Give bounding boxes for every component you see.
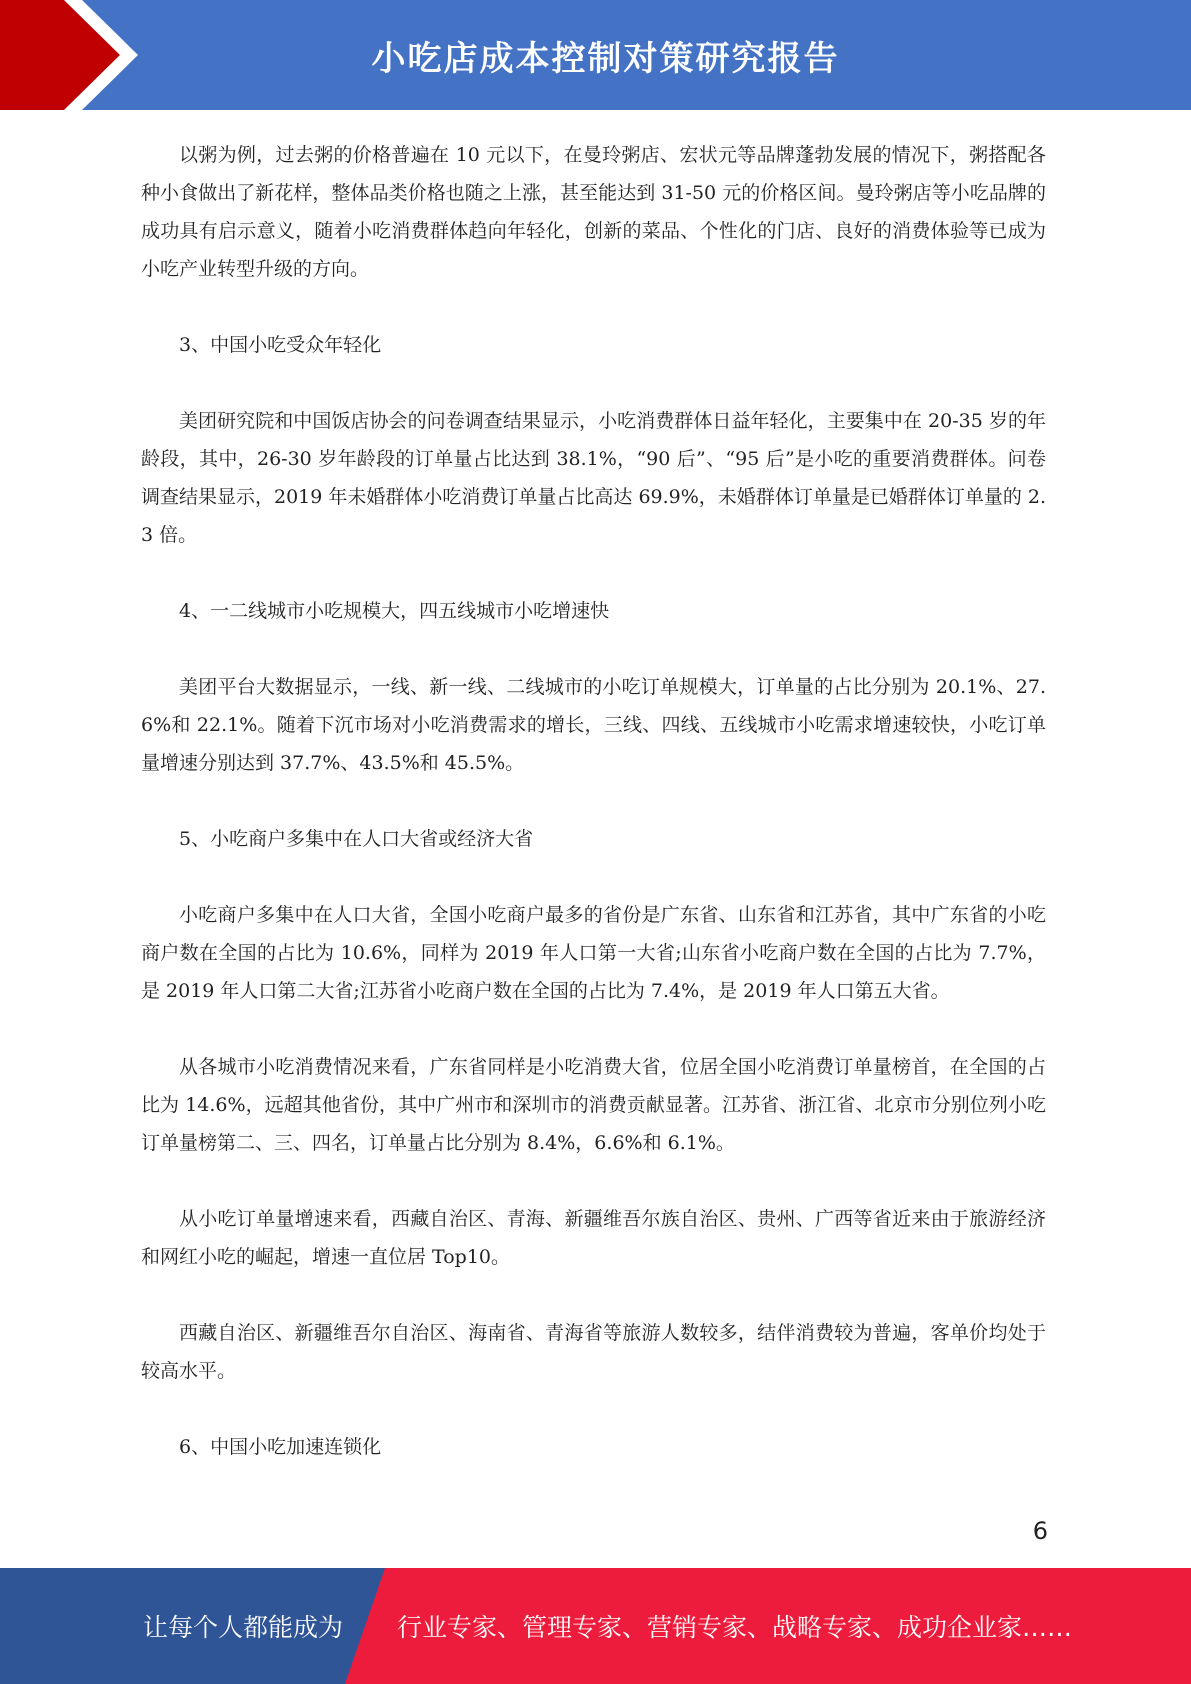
section-heading-3: 3、中国小吃受众年轻化 — [179, 334, 382, 356]
paragraph-city-consumption: 从各城市小吃消费情况来看，广东省同样是小吃消费大省，位居全国小吃消费订单量榜首，在全国的占比为 14.6%，远超其他省份，其中广州市和深圳市的消费贡献显著。江苏省、浙江省、北京市分别位列小吃订单量榜第二、三、四名，订单量占比分别为 8.4%，6.6%和 6.1%。 — [141, 1056, 1046, 1154]
page-footer — [0, 1568, 1191, 1684]
paragraph-porridge-example: 以粥为例，过去粥的价格普遍在 10 元以下，在曼玲粥店、宏状元等品牌蓬勃发展的情况下，粥搭配各种小食做出了新花样，整体品类价格也随之上涨，甚至能达到 31-50 元的价格区间。曼玲粥店等小吃品牌的成功具有启示意义，随着小吃消费群体趋向年轻化，创新的菜品、个性化的门店、良好的消费体验等已成为小吃产业转型升级的方向。 — [141, 144, 1046, 280]
paragraph-merchant-provinces: 小吃商户多集中在人口大省，全国小吃商户最多的省份是广东省、山东省和江苏省，其中广东省的小吃商户数在全国的占比为 10.6%，同样为 2019 年人口第一大省;山东省小吃商户数在全国的占比为 7.7%，是 2019 年人口第二大省;江苏省小吃商户数在全国的占比为 7.4%，是 2019 年人口第五大省。 — [141, 904, 1046, 1002]
paragraph-tourism-regions: 西藏自治区、新疆维吾尔自治区、海南省、青海省等旅游人数较多，结伴消费较为普遍，客单价均处于较高水平。 — [141, 1322, 1046, 1382]
page-header — [0, 0, 1191, 110]
section-heading-5: 5、小吃商户多集中在人口大省或经济大省 — [179, 828, 534, 850]
report-body — [141, 136, 1046, 1466]
paragraph-order-growth: 从小吃订单量增速来看，西藏自治区、青海、新疆维吾尔族自治区、贵州、广西等省近来由于旅游经济和网红小吃的崛起，增速一直位居 Top10。 — [141, 1208, 1046, 1268]
footer-slogan-right: 行业专家、管理专家、营销专家、战略专家、成功企业家…… — [397, 1613, 1073, 1642]
page-number: 6 — [1032, 1517, 1048, 1545]
header-arrow-decoration — [0, 0, 160, 110]
footer-slogan-left: 让每个人都能成为 — [143, 1613, 344, 1642]
document-title: 小吃店成本控制对策研究报告 — [371, 38, 840, 79]
paragraph-young-consumers: 美团研究院和中国饭店协会的问卷调查结果显示，小吃消费群体日益年轻化，主要集中在 20-35 岁的年龄段，其中，26-30 岁年龄段的订单量占比达到 38.1%，“90 后”、“95 后”是小吃的重要消费群体。问卷调查结果显示，2019 年未婚群体小吃消费订单量占比高达 69.9%，未婚群体订单量是已婚群体订单量的 2.3 倍。 — [141, 410, 1046, 546]
section-heading-6: 6、中国小吃加速连锁化 — [179, 1436, 382, 1458]
paragraph-city-tiers: 美团平台大数据显示，一线、新一线、二线城市的小吃订单规模大，订单量的占比分别为 20.1%、27.6%和 22.1%。随着下沉市场对小吃消费需求的增长，三线、四线、五线城市小吃需求增速较快，小吃订单量增速分别达到 37.7%、43.5%和 45.5%。 — [141, 676, 1046, 774]
section-heading-4: 4、一二线城市小吃规模大，四五线城市小吃增速快 — [179, 600, 610, 622]
